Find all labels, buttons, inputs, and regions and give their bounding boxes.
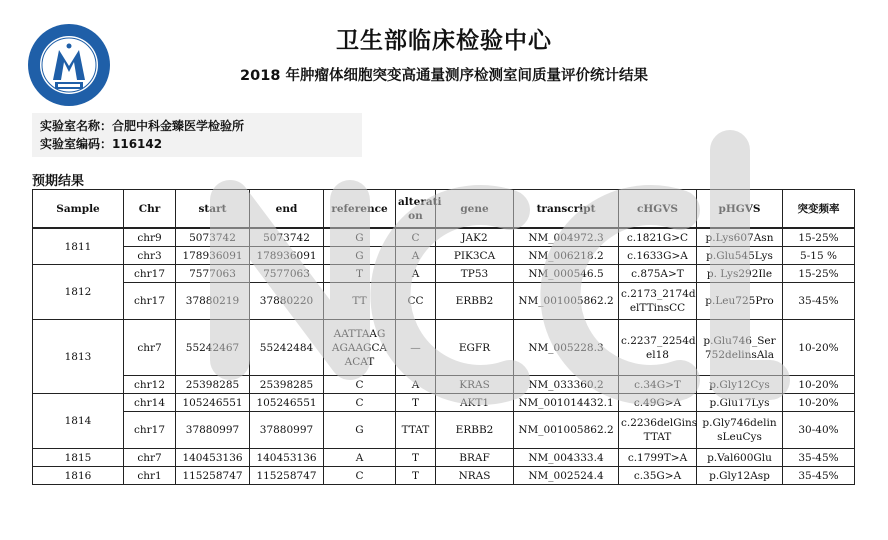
cell-chr: chr17 — [124, 412, 176, 449]
cell-gene: ERBB2 — [436, 412, 514, 449]
cell-start: 115258747 — [176, 467, 250, 485]
cell-freq: 35-45% — [783, 449, 855, 467]
cell-gene: NRAS — [436, 467, 514, 485]
cell-sample: 1814 — [33, 394, 124, 449]
section-title: 预期结果 — [32, 174, 85, 189]
cell-transcript: NM_033360.2 — [514, 376, 619, 394]
cell-ref: C — [324, 467, 396, 485]
table-row — [33, 247, 855, 265]
cell-ref: C — [324, 394, 396, 412]
cell-end: 105246551 — [250, 394, 324, 412]
cell-gene: JAK2 — [436, 228, 514, 247]
cell-c: c.49G>A — [619, 394, 697, 412]
cell-c: c.35G>A — [619, 467, 697, 485]
table-row — [33, 394, 855, 412]
cell-transcript: NM_004972.3 — [514, 228, 619, 247]
cell-transcript: NM_005228.3 — [514, 320, 619, 376]
cell-freq: 35-45% — [783, 283, 855, 320]
col-header: end — [250, 190, 324, 229]
cell-chr: chr17 — [124, 283, 176, 320]
cell-freq: 5-15 % — [783, 247, 855, 265]
cell-gene: AKT1 — [436, 394, 514, 412]
cell-transcript: NM_004333.4 — [514, 449, 619, 467]
cell-end: 55242484 — [250, 320, 324, 376]
cell-start: 105246551 — [176, 394, 250, 412]
cell-gene: TP53 — [436, 265, 514, 283]
col-header: Chr — [124, 190, 176, 229]
cell-end: 7577063 — [250, 265, 324, 283]
page-title: 卫生部临床检验中心 — [336, 28, 552, 54]
cell-alt: T — [396, 394, 436, 412]
cell-chr: chr14 — [124, 394, 176, 412]
cell-end: 37880997 — [250, 412, 324, 449]
col-header: start — [176, 190, 250, 229]
table-row — [33, 412, 855, 449]
cell-transcript: NM_001005862.2 — [514, 283, 619, 320]
cell-alt: T — [396, 467, 436, 485]
cell-alt: — — [396, 320, 436, 376]
cell-end: 115258747 — [250, 467, 324, 485]
cell-freq: 15-25% — [783, 228, 855, 247]
cell-transcript: NM_006218.2 — [514, 247, 619, 265]
cell-p: p.Gly12Cys — [697, 376, 783, 394]
cell-p: p. Lys292Ile — [697, 265, 783, 283]
cell-freq: 10-20% — [783, 320, 855, 376]
cell-end: 37880220 — [250, 283, 324, 320]
cell-alt: C — [396, 228, 436, 247]
cell-ref: G — [324, 247, 396, 265]
cell-c: c.1799T>A — [619, 449, 697, 467]
lab-code: 实验室编码：116142 — [40, 137, 163, 151]
cell-ref: AATTAAG AGAAGCA ACAT — [324, 320, 396, 376]
table-row — [33, 376, 855, 394]
cell-p: p.Gly12Asp — [697, 467, 783, 485]
cell-chr: chr3 — [124, 247, 176, 265]
col-header: transcript — [514, 190, 619, 229]
cell-c: c.1821G>C — [619, 228, 697, 247]
table-header-row — [33, 190, 855, 229]
cell-ref: TT — [324, 283, 396, 320]
table-row — [33, 449, 855, 467]
cell-freq: 10-20% — [783, 376, 855, 394]
cell-c: c.34G>T — [619, 376, 697, 394]
cell-c: c.1633G>A — [619, 247, 697, 265]
cell-start: 140453136 — [176, 449, 250, 467]
cell-sample: 1815 — [33, 449, 124, 467]
table-row — [33, 283, 855, 320]
cell-sample: 1812 — [33, 265, 124, 320]
col-header: Sample — [33, 190, 124, 229]
cell-c: c.2236delGins TTAT — [619, 412, 697, 449]
cell-ref: G — [324, 412, 396, 449]
cell-gene: BRAF — [436, 449, 514, 467]
cell-start: 5073742 — [176, 228, 250, 247]
cell-end: 140453136 — [250, 449, 324, 467]
cell-start: 37880997 — [176, 412, 250, 449]
cell-end: 25398285 — [250, 376, 324, 394]
cell-start: 37880219 — [176, 283, 250, 320]
cell-transcript: NM_000546.5 — [514, 265, 619, 283]
cell-transcript: NM_001014432.1 — [514, 394, 619, 412]
cell-end: 5073742 — [250, 228, 324, 247]
cell-p: p.Gly746delin sLeuCys — [697, 412, 783, 449]
cell-c: c.2173_2174d elTTinsCC — [619, 283, 697, 320]
table-row — [33, 320, 855, 376]
col-header: gene — [436, 190, 514, 229]
col-header: pHGVS — [697, 190, 783, 229]
cell-gene: EGFR — [436, 320, 514, 376]
cell-p: p.Glu17Lys — [697, 394, 783, 412]
cell-ref: C — [324, 376, 396, 394]
cell-chr: chr9 — [124, 228, 176, 247]
cell-freq: 15-25% — [783, 265, 855, 283]
cell-ref: T — [324, 265, 396, 283]
lab-name: 实验室名称：合肥中科金臻医学检验所 — [40, 119, 245, 133]
col-header: reference — [324, 190, 396, 229]
col-header: alterati on — [396, 190, 436, 229]
cell-p: p.Lys607Asn — [697, 228, 783, 247]
lab-info-box — [32, 113, 362, 157]
cell-gene: KRAS — [436, 376, 514, 394]
cell-alt: A — [396, 265, 436, 283]
cell-freq: 30-40% — [783, 412, 855, 449]
cell-start: 25398285 — [176, 376, 250, 394]
cell-c: c.875A>T — [619, 265, 697, 283]
cell-transcript: NM_002524.4 — [514, 467, 619, 485]
table-row — [33, 467, 855, 485]
cell-freq: 35-45% — [783, 467, 855, 485]
cell-sample: 1811 — [33, 228, 124, 265]
cell-p: p.Leu725Pro — [697, 283, 783, 320]
cell-sample: 1816 — [33, 467, 124, 485]
cell-alt: T — [396, 449, 436, 467]
cell-gene: PIK3CA — [436, 247, 514, 265]
cell-transcript: NM_001005862.2 — [514, 412, 619, 449]
cell-start: 7577063 — [176, 265, 250, 283]
cell-p: p.Glu746_Ser 752delinsAla — [697, 320, 783, 376]
cell-end: 178936091 — [250, 247, 324, 265]
results-table — [32, 189, 855, 485]
cell-chr: chr17 — [124, 265, 176, 283]
page-subtitle: 2018 年肿瘤体细胞突变高通量测序检测室间质量评价统计结果 — [240, 68, 648, 84]
cell-gene: ERBB2 — [436, 283, 514, 320]
cell-ref: A — [324, 449, 396, 467]
cell-alt: CC — [396, 283, 436, 320]
cell-alt: A — [396, 247, 436, 265]
cell-p: p.Glu545Lys — [697, 247, 783, 265]
cell-sample: 1813 — [33, 320, 124, 394]
cell-alt: A — [396, 376, 436, 394]
cell-chr: chr7 — [124, 449, 176, 467]
cell-p: p.Val600Glu — [697, 449, 783, 467]
cell-start: 55242467 — [176, 320, 250, 376]
col-header: 突变频率 — [783, 190, 855, 229]
cell-chr: chr1 — [124, 467, 176, 485]
table-row — [33, 265, 855, 283]
col-header: cHGVS — [619, 190, 697, 229]
cell-alt: TTAT — [396, 412, 436, 449]
table-row — [33, 228, 855, 247]
cell-ref: G — [324, 228, 396, 247]
table-body — [33, 228, 855, 485]
cell-c: c.2237_2254d el18 — [619, 320, 697, 376]
cell-chr: chr12 — [124, 376, 176, 394]
cell-chr: chr7 — [124, 320, 176, 376]
cell-freq: 10-20% — [783, 394, 855, 412]
cell-start: 178936091 — [176, 247, 250, 265]
